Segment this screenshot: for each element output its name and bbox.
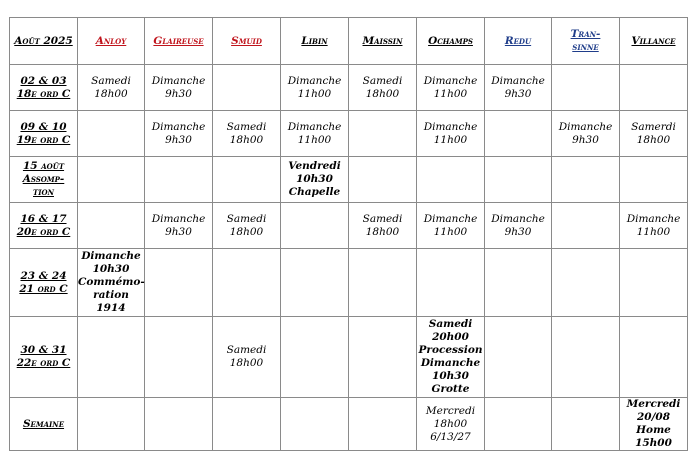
table-row xyxy=(10,203,688,249)
parish-header: Maissin xyxy=(349,18,417,65)
schedule-cell: Dimanche 9h30 xyxy=(145,65,213,111)
schedule-cell xyxy=(145,249,213,317)
parish-header: Villance xyxy=(620,18,688,65)
date-cell: 15 août Assomp- tion xyxy=(10,157,78,203)
schedule-cell: Samedi 18h00 xyxy=(349,203,417,249)
schedule-cell: Dimanche 11h00 xyxy=(620,203,688,249)
schedule-cell xyxy=(552,65,620,111)
month-header: Août 2025 xyxy=(10,18,78,65)
header-row xyxy=(10,18,688,65)
schedule-cell xyxy=(145,157,213,203)
table-row xyxy=(10,111,688,157)
date-cell: 30 & 31 22e ord C xyxy=(10,317,78,398)
schedule-cell xyxy=(78,111,145,157)
schedule-cell xyxy=(281,398,349,451)
schedule-cell: Samedi 18h00 xyxy=(213,203,281,249)
schedule-cell xyxy=(552,203,620,249)
schedule-cell xyxy=(78,398,145,451)
parish-header: Glaireuse xyxy=(145,18,213,65)
schedule-cell: Dimanche 9h30 xyxy=(485,203,552,249)
schedule-cell xyxy=(620,157,688,203)
schedule-cell xyxy=(485,398,552,451)
schedule-cell: Dimanche 11h00 xyxy=(417,203,485,249)
date-cell: 23 & 24 21 ord C xyxy=(10,249,78,317)
schedule-cell xyxy=(620,317,688,398)
table-row xyxy=(10,317,688,398)
date-cell: 02 & 03 18e ord C xyxy=(10,65,78,111)
schedule-cell: Samedi 18h00 xyxy=(349,65,417,111)
parish-header: Anloy xyxy=(78,18,145,65)
schedule-cell xyxy=(417,157,485,203)
schedule-cell: Mercredi 18h00 6/13/27 xyxy=(417,398,485,451)
table-row xyxy=(10,398,688,451)
schedule-cell xyxy=(349,249,417,317)
schedule-cell: Dimanche 11h00 xyxy=(417,65,485,111)
schedule-cell xyxy=(78,203,145,249)
schedule-cell: Dimanche 10h30 Commémo- ration 1914 xyxy=(78,249,145,317)
schedule-cell xyxy=(349,398,417,451)
schedule-cell xyxy=(485,317,552,398)
schedule-cell: Dimanche 9h30 xyxy=(552,111,620,157)
schedule-cell xyxy=(281,203,349,249)
schedule-cell xyxy=(552,157,620,203)
schedule-cell xyxy=(213,157,281,203)
schedule-cell xyxy=(417,249,485,317)
table-body xyxy=(10,65,688,451)
schedule-cell xyxy=(485,249,552,317)
parish-header: Smuid xyxy=(213,18,281,65)
schedule-cell xyxy=(213,65,281,111)
date-cell: Semaine xyxy=(10,398,78,451)
table-row xyxy=(10,157,688,203)
schedule-cell xyxy=(349,317,417,398)
parish-header: Redu xyxy=(485,18,552,65)
schedule-cell xyxy=(78,317,145,398)
schedule-cell xyxy=(552,249,620,317)
schedule-cell xyxy=(213,249,281,317)
schedule-cell xyxy=(145,317,213,398)
schedule-cell xyxy=(349,157,417,203)
schedule-cell: Samedi 20h00 Procession Dimanche 10h30 Grotte xyxy=(417,317,485,398)
schedule-cell: Dimanche 9h30 xyxy=(145,111,213,157)
schedule-cell xyxy=(485,111,552,157)
schedule-cell xyxy=(620,249,688,317)
schedule-cell xyxy=(485,157,552,203)
schedule-cell: Dimanche 11h00 xyxy=(281,65,349,111)
schedule-cell: Samedi 18h00 xyxy=(213,317,281,398)
schedule-cell: Dimanche 9h30 xyxy=(485,65,552,111)
schedule-cell xyxy=(281,317,349,398)
schedule-cell xyxy=(349,111,417,157)
parish-header: Tran- sinne xyxy=(552,18,620,65)
schedule-cell: Dimanche 9h30 xyxy=(145,203,213,249)
schedule-cell xyxy=(620,65,688,111)
schedule-cell xyxy=(552,317,620,398)
date-cell: 16 & 17 20e ord C xyxy=(10,203,78,249)
schedule-cell xyxy=(145,398,213,451)
table-row xyxy=(10,65,688,111)
schedule-cell xyxy=(78,157,145,203)
schedule-cell: Dimanche 11h00 xyxy=(417,111,485,157)
schedule-cell: Samedi 18h00 xyxy=(213,111,281,157)
schedule-cell: Samedi 18h00 xyxy=(78,65,145,111)
mass-schedule-table xyxy=(9,17,688,451)
table-row xyxy=(10,249,688,317)
schedule-cell xyxy=(552,398,620,451)
schedule-cell: Mercredi 20/08 Home 15h00 xyxy=(620,398,688,451)
schedule-cell: Dimanche 11h00 xyxy=(281,111,349,157)
parish-header: Ochamps xyxy=(417,18,485,65)
schedule-cell: Samerdi 18h00 xyxy=(620,111,688,157)
schedule-cell: Vendredi 10h30 Chapelle xyxy=(281,157,349,203)
schedule-cell xyxy=(213,398,281,451)
date-cell: 09 & 10 19e ord C xyxy=(10,111,78,157)
schedule-cell xyxy=(281,249,349,317)
parish-header: Libin xyxy=(281,18,349,65)
